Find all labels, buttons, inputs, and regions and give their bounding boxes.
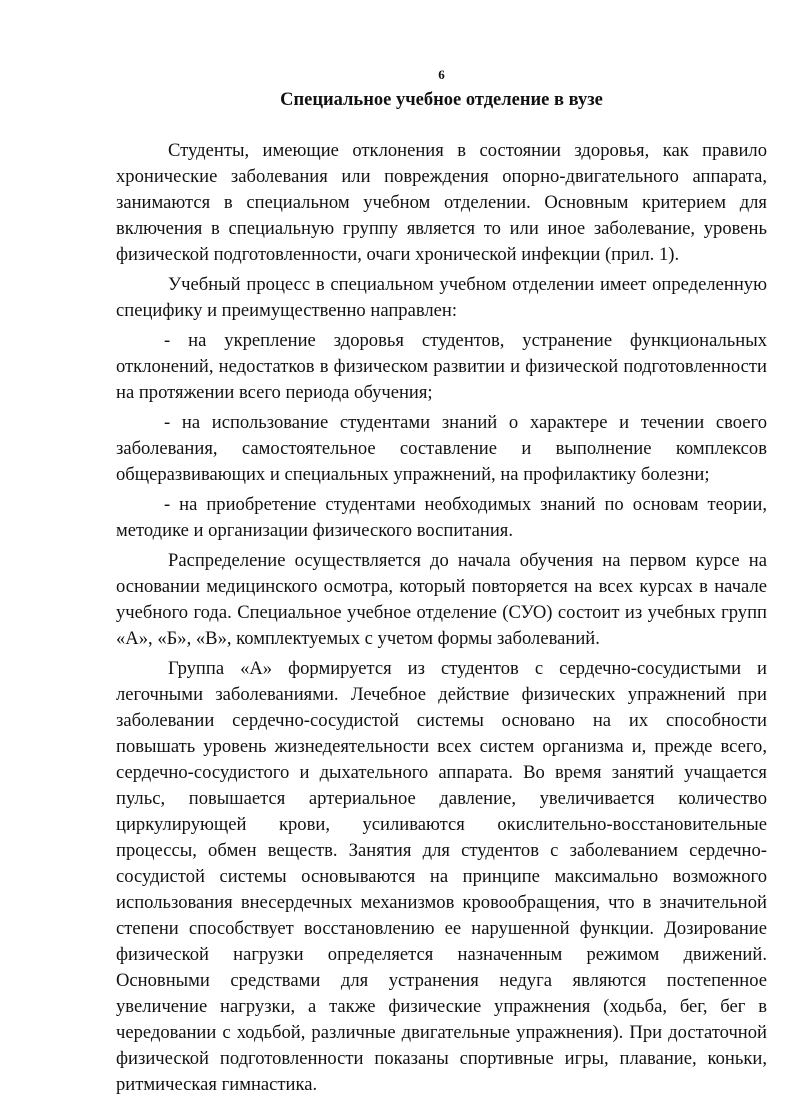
- paragraph-distribution: Распределение осуществляется до начала обучения на первом курсе на основании медицинского осмотра, который повторяется на всех курсах в начале учебного года. Специальное учебное отделение (СУО) состоит из учебных групп «А», «Б», «В», комплектуемых с учетом формы заболеваний.: [116, 550, 767, 649]
- paragraph-process: Учебный процесс в специальном учебном отделении имеет определенную специфику и преимущественно направлен:: [116, 274, 767, 321]
- list-item-knowledge-usage: - на использование студентами знаний о характере и течении своего заболевания, самостоятельное составление и выполнение комплексов общеразвивающих и специальных упражнений, на профилактику болезни;: [116, 412, 767, 485]
- list-item-theory: - на приобретение студентами необходимых знаний по основам теории, методике и организации физического воспитания.: [116, 494, 767, 541]
- page-number: 6: [438, 67, 445, 82]
- page-title: Специальное учебное отделение в вузе: [280, 90, 603, 110]
- paragraph-group-a: Группа «А» формируется из студентов с сердечно-сосудистыми и легочными заболеваниями. Лечебное действие физических упражнений при заболевании сердечно-сосудистой системы основано на их способности повышать уровень жизнедеятельности всех систем организма и, прежде всего, сердечно-сосудистого и дыхательного аппарата. Во время занятий учащается пульс, повышается артериальное давление, увеличивается количество циркулирующей крови, усиливаются окислительно-восстановительные процессы, обмен веществ. Занятия для студентов с заболеванием сердечно-сосудистой системы основываются на принципе максимально возможного использования внесердечных механизмов кровообращения, что в значительной степени способствует восстановлению ее нарушенной функции. Дозирование физической нагрузки определяется назначенным режимом движений. Основными средствами для устранения недуга являются постепенное увеличение нагрузки, а также физические упражнения (ходьба, бег, бег в чередовании с ходьбой, различные двигательные упражнения). При достаточной физической подготовленности показаны спортивные игры, плавание, коньки, ритмическая гимнастика.: [116, 658, 767, 1095]
- list-item-health: - на укрепление здоровья студентов, устранение функциональных отклонений, недостатков в физическом развитии и физической подготовленности на протяжении всего периода обучения;: [116, 330, 767, 403]
- paragraph-intro: Студенты, имеющие отклонения в состоянии здоровья, как правило хронические заболевания или повреждения опорно-двигательного аппарата, занимаются в специальном учебном отделении. Основным критерием для включения в специальную группу является то или иное заболевание, уровень физической подготовленности, очаги хронической инфекции (прил. 1).: [116, 140, 767, 265]
- document-page: [116, 66, 767, 1102]
